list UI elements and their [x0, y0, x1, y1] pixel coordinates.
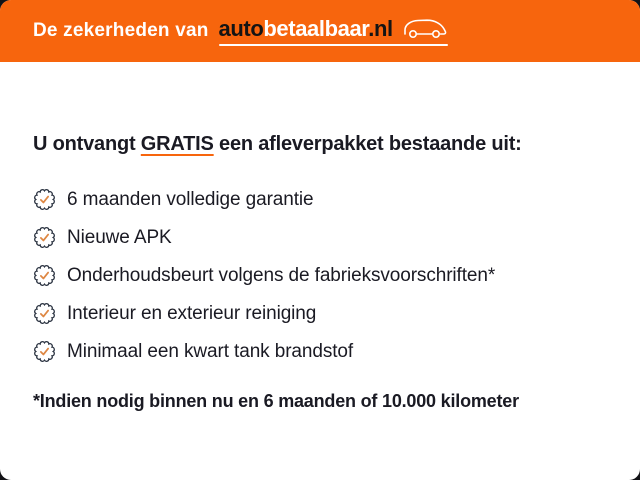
- brand-underline: [219, 44, 448, 46]
- list-item: [33, 302, 607, 325]
- brand-part-nl: .nl: [368, 15, 393, 41]
- benefit-label: Onderhoudsbeurt volgens de fabrieksvoorschriften*: [67, 264, 496, 286]
- brand-part-auto: auto: [218, 15, 264, 41]
- header-title: De zekerheden van: [33, 20, 209, 41]
- heading-post: een afleverpakket bestaande uit:: [213, 133, 522, 155]
- list-item: [33, 340, 607, 363]
- benefits-list: [33, 188, 607, 363]
- brand-part-betaalbaar: betaalbaar: [263, 15, 369, 41]
- footnote: *Indien nodig binnen nu en 6 maanden of 10.000 kilometer: [33, 391, 519, 411]
- seal-check-icon: [33, 264, 56, 287]
- seal-check-icon: [33, 226, 56, 249]
- delivery-package-heading: [33, 131, 607, 157]
- list-item: [33, 226, 607, 249]
- header-bar: [0, 0, 640, 62]
- benefit-label: Nieuwe APK: [67, 226, 172, 248]
- main-content: [0, 62, 640, 412]
- benefit-label: Interieur en exterieur reiniging: [67, 302, 317, 324]
- car-outline-icon: [400, 16, 448, 40]
- list-item: [33, 188, 607, 211]
- benefit-label: 6 maanden volledige garantie: [67, 188, 314, 210]
- brand-wordmark: [218, 15, 393, 41]
- seal-check-icon: [33, 302, 56, 325]
- list-item: [33, 264, 607, 287]
- seal-check-icon: [33, 340, 56, 363]
- benefit-label: Minimaal een kwart tank brandstof: [67, 340, 354, 362]
- seal-check-icon: [33, 188, 56, 211]
- gratis-highlight: GRATIS: [140, 133, 214, 155]
- brand-logo: [219, 16, 448, 46]
- heading-pre: U ontvangt: [33, 133, 141, 155]
